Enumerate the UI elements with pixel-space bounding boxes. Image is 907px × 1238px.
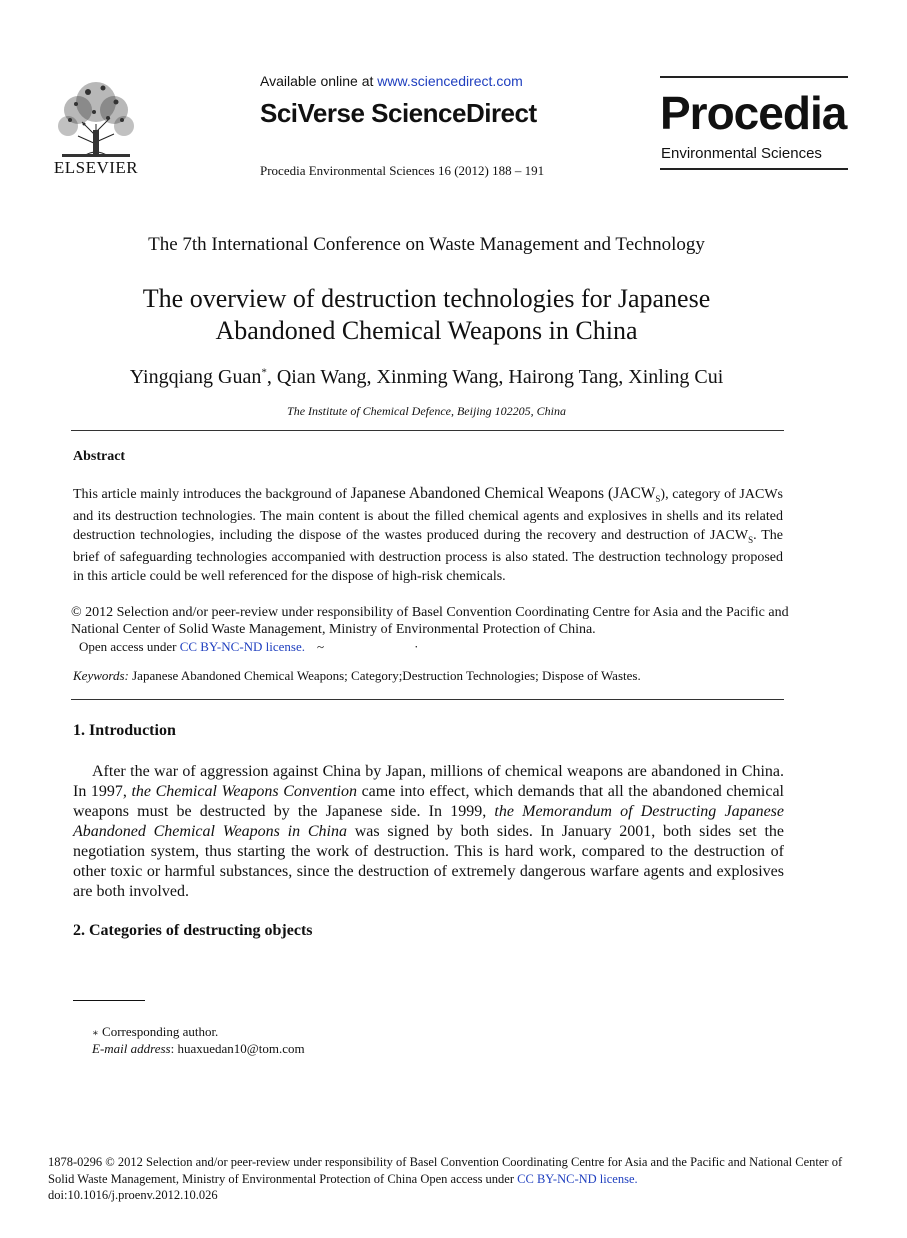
email-address: : huaxuedan10@tom.com	[170, 1041, 305, 1056]
abstract-subscript-2: S	[748, 534, 754, 545]
abstract-part-1: This article mainly introduces the background of	[73, 487, 351, 502]
copyright-notice: © 2012 Selection and/or peer-review under responsibility of Basel Convention Coordinating Centre for Asia and the Pacific and National Center of Solid Waste Management, Ministry of Environmental Protection of China.	[71, 605, 789, 637]
page-footer	[48, 1154, 858, 1204]
footnote-rule	[73, 1000, 145, 1001]
available-online	[260, 73, 523, 89]
divider-top	[71, 430, 784, 431]
procedia-logo: Procedia	[660, 87, 847, 139]
available-prefix: Available online at	[260, 73, 378, 89]
abstract-subscript-1: S	[655, 493, 661, 504]
journal-reference: Procedia Environmental Sciences 16 (2012) 188 – 191	[260, 163, 545, 178]
publisher-name: ELSEVIER	[53, 158, 139, 177]
section-2-heading: 2. Categories of destructing objects	[73, 922, 313, 939]
abstract-text	[73, 485, 783, 586]
intro-text-3: was signed by both sides. In January 2001, both sides set the negotiation system, thus starting the work of destruction. This is hard work, compared to the destruction of other toxic or harmful substances, since the destruction of extremely dangerous warfare agents and explosives are both involved.	[73, 823, 784, 900]
open-access-prefix: Open access under	[79, 639, 180, 654]
procedia-bottom-rule	[660, 168, 848, 170]
author-list	[0, 366, 853, 389]
dot-mark: ·	[414, 639, 419, 654]
first-author: Yingqiang Guan	[129, 366, 262, 388]
abstract-part-2: ), category of JACWs and its destruction technologies. The main content is about the filled chemical agents and explosives in shells and its related destruction technologies, including the dispose of the wastes produced during the recovery and destruction of JACW	[73, 487, 783, 543]
corresponding-mark: *	[261, 366, 267, 379]
sciverse-title: SciVerse ScienceDirect	[260, 98, 537, 128]
intro-italic-2: the Memorandum of Destructing Japanese Abandoned Chemical Weapons in China	[73, 803, 784, 840]
open-access-line	[79, 639, 418, 655]
title-line-2: Abandoned Chemical Weapons in China	[215, 316, 638, 345]
footnote-email	[92, 1041, 305, 1057]
footer-license-link[interactable]: CC BY-NC-ND license.	[517, 1171, 638, 1186]
title-line-1: The overview of destruction technologies for Japanese	[142, 284, 711, 313]
keywords-text: Japanese Abandoned Chemical Weapons; Category;Destruction Technologies; Dispose of Wastes.	[128, 668, 641, 683]
procedia-subtitle: Environmental Sciences	[661, 145, 822, 162]
intro-text-2: came into effect, which demands that all the abandoned chemical weapons must be destructed by the Japanese side. In 1999,	[73, 783, 785, 820]
procedia-top-rule	[660, 76, 848, 78]
footnote-mark: ∗	[92, 1028, 99, 1039]
tilde-mark: ~	[317, 639, 325, 654]
introduction-paragraph	[73, 762, 784, 902]
section-1-heading: 1. Introduction	[73, 722, 176, 739]
sciencedirect-link[interactable]: www.sciencedirect.com	[377, 73, 523, 89]
conference-name: The 7th International Conference on Waste Management and Technology	[148, 234, 705, 255]
keywords	[73, 668, 641, 684]
license-link[interactable]: CC BY-NC-ND license.	[179, 639, 306, 654]
email-label: E-mail address	[92, 1041, 171, 1056]
abstract-heading: Abstract	[73, 449, 126, 464]
keywords-label: Keywords:	[73, 668, 129, 683]
affiliation: The Institute of Chemical Defence, Beijing 102205, China	[287, 404, 566, 418]
footer-notice	[48, 1154, 858, 1187]
divider-bottom	[71, 699, 784, 700]
abstract-part-3: . The brief of safeguarding technologies accompanied with destruction process is also stated. The destruction technology proposed in this article could be well referenced for the dispose of high-risk chemicals.	[73, 527, 783, 584]
footer-doi: doi:10.1016/j.proenv.2012.10.026	[48, 1188, 218, 1202]
footnote-corresponding	[92, 1024, 218, 1040]
intro-text-1: After the war of aggression against China by Japan, millions of chemical weapons are abandoned in China. In 1997,	[73, 763, 784, 800]
paper-title	[0, 283, 853, 347]
footnote-corresponding-text: Corresponding author.	[98, 1024, 219, 1039]
footer-text: 1878-0296 © 2012 Selection and/or peer-review under responsibility of Basel Convention Coordinating Centre for Asia and the Pacific and National Center of Solid Waste Management, Ministry of Environmental Protection of China Open access under	[48, 1155, 843, 1186]
abstract-jacw: Japanese Abandoned Chemical Weapons (JACW	[350, 485, 656, 502]
intro-italic-1: the Chemical Weapons Convention	[131, 783, 357, 800]
other-authors: , Qian Wang, Xinming Wang, Hairong Tang, Xinling Cui	[266, 366, 724, 388]
